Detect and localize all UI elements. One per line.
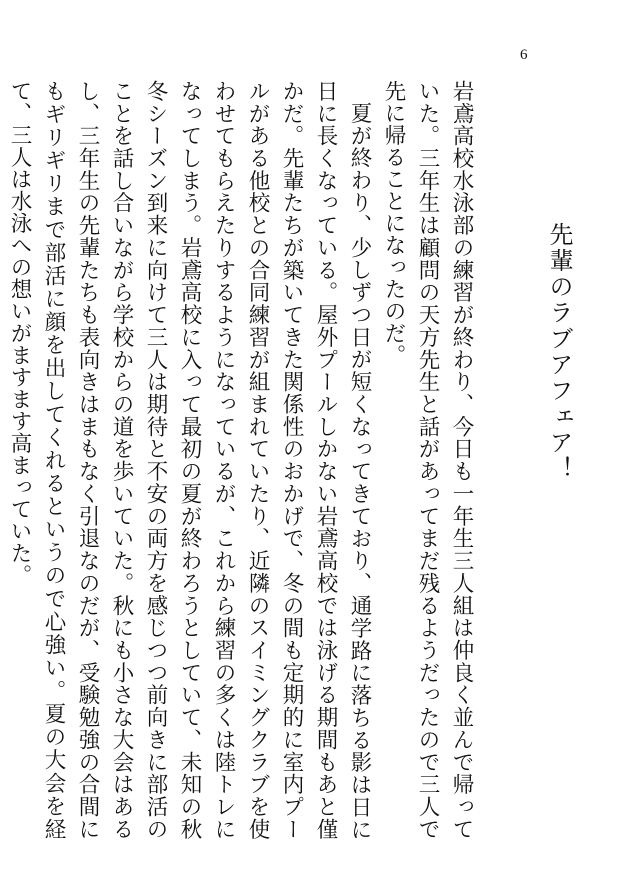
paragraph: 夏が終わり、少しずつ日が短くなってきており、通学路に落ちる影は日に日に長くなっている。屋外プールしかない岩鳶高校では泳げる期間もあと僅かだ。先輩たちが築いてきた関係性のおかげで、冬の間も定期的に室内プールがある他校との合同練習が組まれていたり、近隣のスイミングクラブを使わせてもらえたりするようになっているが、これから練習の多くは陸トレになってしまう。岩鳶高校に入って最初の夏が終わろうとしていて、未知の秋冬シーズン到来に向けて三人は期待と不安の両方を感じつつ前向きに部活のことを話し合いながら学校からの道を歩いていた。秋にも小さな大会はあるし、三年生の先輩たちも表向きはまもなく引退なのだが、受験勉強の合間にもギリギリまで部活に顔を出してくれるというので心強い。夏の大会を経て、三人は水泳への想いがますます高まっていた。 — [7, 80, 372, 841]
paragraph: 岩鳶高校水泳部の練習が終わり、今日も一年生三人組は仲良く並んで帰っていた。三年生は顧問の天方先生と話があってまだ残るようだったので三人で先に帰ることになったのだ。 — [381, 80, 474, 841]
body-text — [7, 80, 478, 841]
chapter-title: 先輩のラブアフェア！ — [545, 222, 573, 482]
paragraph — [0, 80, 2, 840]
page-number: 6 — [520, 47, 528, 63]
